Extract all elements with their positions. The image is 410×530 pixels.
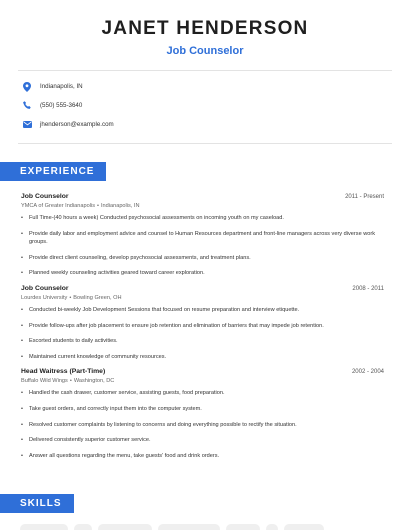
job-bullet: • Conducted bi-weekly Job Development Sessions that focused on resume preparation and interview etiquette. bbox=[21, 306, 384, 315]
phone-icon bbox=[22, 101, 32, 111]
job-title: Job Counselor bbox=[21, 193, 69, 200]
phone-text: (550) 555-3640 bbox=[40, 102, 83, 109]
job-dates: 2002 - 2004 bbox=[351, 369, 384, 376]
job-company: Lourdes University bbox=[21, 294, 68, 301]
contact-divider bbox=[18, 143, 392, 144]
job-company-line: Buffalo Wild Wings • Washington, DC bbox=[21, 378, 115, 385]
job-bullet: • Full Time-(40 hours a week) Conducted psychosocial assessments on incoming youth on my caseload. bbox=[21, 214, 384, 223]
job-dates: 2011 - Present bbox=[345, 194, 384, 200]
job-bullet: • Answer all questions regarding the menu, take guests' food and drink orders. bbox=[21, 452, 384, 461]
skill-pill bbox=[74, 524, 92, 530]
skill-pill bbox=[226, 524, 260, 530]
job-location: Bowling Green, OH bbox=[73, 294, 122, 301]
job-bullet: • Delivered consistently superior customer service. bbox=[21, 436, 384, 445]
job-bullets bbox=[21, 214, 384, 278]
job-location: Indianapolis, IN bbox=[100, 203, 140, 209]
candidate-title: Job Counselor bbox=[166, 45, 244, 57]
resume-header bbox=[0, 0, 410, 57]
location-text: Indianapolis, IN bbox=[40, 83, 83, 90]
skill-pill bbox=[20, 524, 68, 530]
location-pin-icon bbox=[22, 82, 32, 92]
job-dates: 2008 - 2011 bbox=[352, 285, 384, 292]
job-bullet: • Take guest orders, and correctly input them into the computer system. bbox=[21, 405, 384, 414]
job-company-line: YMCA of Greater Indianapolis • Indianapolis, IN bbox=[21, 203, 140, 209]
job-company-line: Lourdes University • Bowling Green, OH bbox=[21, 294, 122, 301]
contact-phone bbox=[22, 96, 410, 115]
job-title: Job Counselor bbox=[21, 284, 69, 292]
contact-email bbox=[22, 115, 410, 134]
job-bullet: • Handled the cash drawer, customer service, assisting guests, food preparation. bbox=[21, 389, 384, 398]
job-entry bbox=[21, 285, 384, 361]
skill-pill bbox=[266, 524, 278, 530]
job-bullet: • Provide daily labor and employment advice and counsel to Human Resources department and front-line managers across very diverse work groups. bbox=[21, 230, 384, 247]
contact-location bbox=[22, 77, 410, 96]
candidate-name: JANET HENDERSON bbox=[101, 18, 309, 39]
skills-heading-wrap bbox=[0, 493, 74, 513]
skills-heading: SKILLS bbox=[0, 494, 74, 513]
job-bullets bbox=[21, 389, 384, 460]
mail-icon bbox=[22, 120, 32, 130]
email-text: jhenderson@example.com bbox=[40, 121, 114, 128]
skill-pills bbox=[20, 524, 324, 530]
job-bullet: • Provide follow-ups after job placement to ensure job retention and elimination of barriers that may impede job retention. bbox=[21, 322, 384, 331]
job-entry bbox=[21, 368, 384, 460]
job-title: Head Waitress (Part-Time) bbox=[21, 368, 106, 376]
job-entry bbox=[21, 193, 384, 278]
job-bullet: • Planned weekly counseling activities geared toward career exploration. bbox=[21, 269, 384, 278]
skill-pill bbox=[98, 524, 152, 530]
skill-pill bbox=[158, 524, 220, 530]
job-bullet: • Escorted students to daily activities. bbox=[21, 337, 384, 346]
job-bullet: • Maintained current knowledge of community resources. bbox=[21, 353, 384, 362]
contact-list bbox=[0, 71, 410, 138]
experience-section bbox=[0, 193, 410, 460]
experience-heading: EXPERIENCE bbox=[0, 162, 106, 181]
job-company: Buffalo Wild Wings bbox=[21, 378, 68, 385]
skill-pill bbox=[284, 524, 324, 530]
job-bullet: • Provide direct client counseling, develop psychosocial assessments, and treatment plans. bbox=[21, 254, 384, 263]
job-location: Washington, DC bbox=[73, 378, 115, 385]
job-bullets bbox=[21, 306, 384, 361]
job-bullet: • Resolved customer complaints by listening to concerns and doing everything possible to rectify the situation. bbox=[21, 421, 384, 430]
job-company: YMCA of Greater Indianapolis bbox=[21, 203, 95, 209]
